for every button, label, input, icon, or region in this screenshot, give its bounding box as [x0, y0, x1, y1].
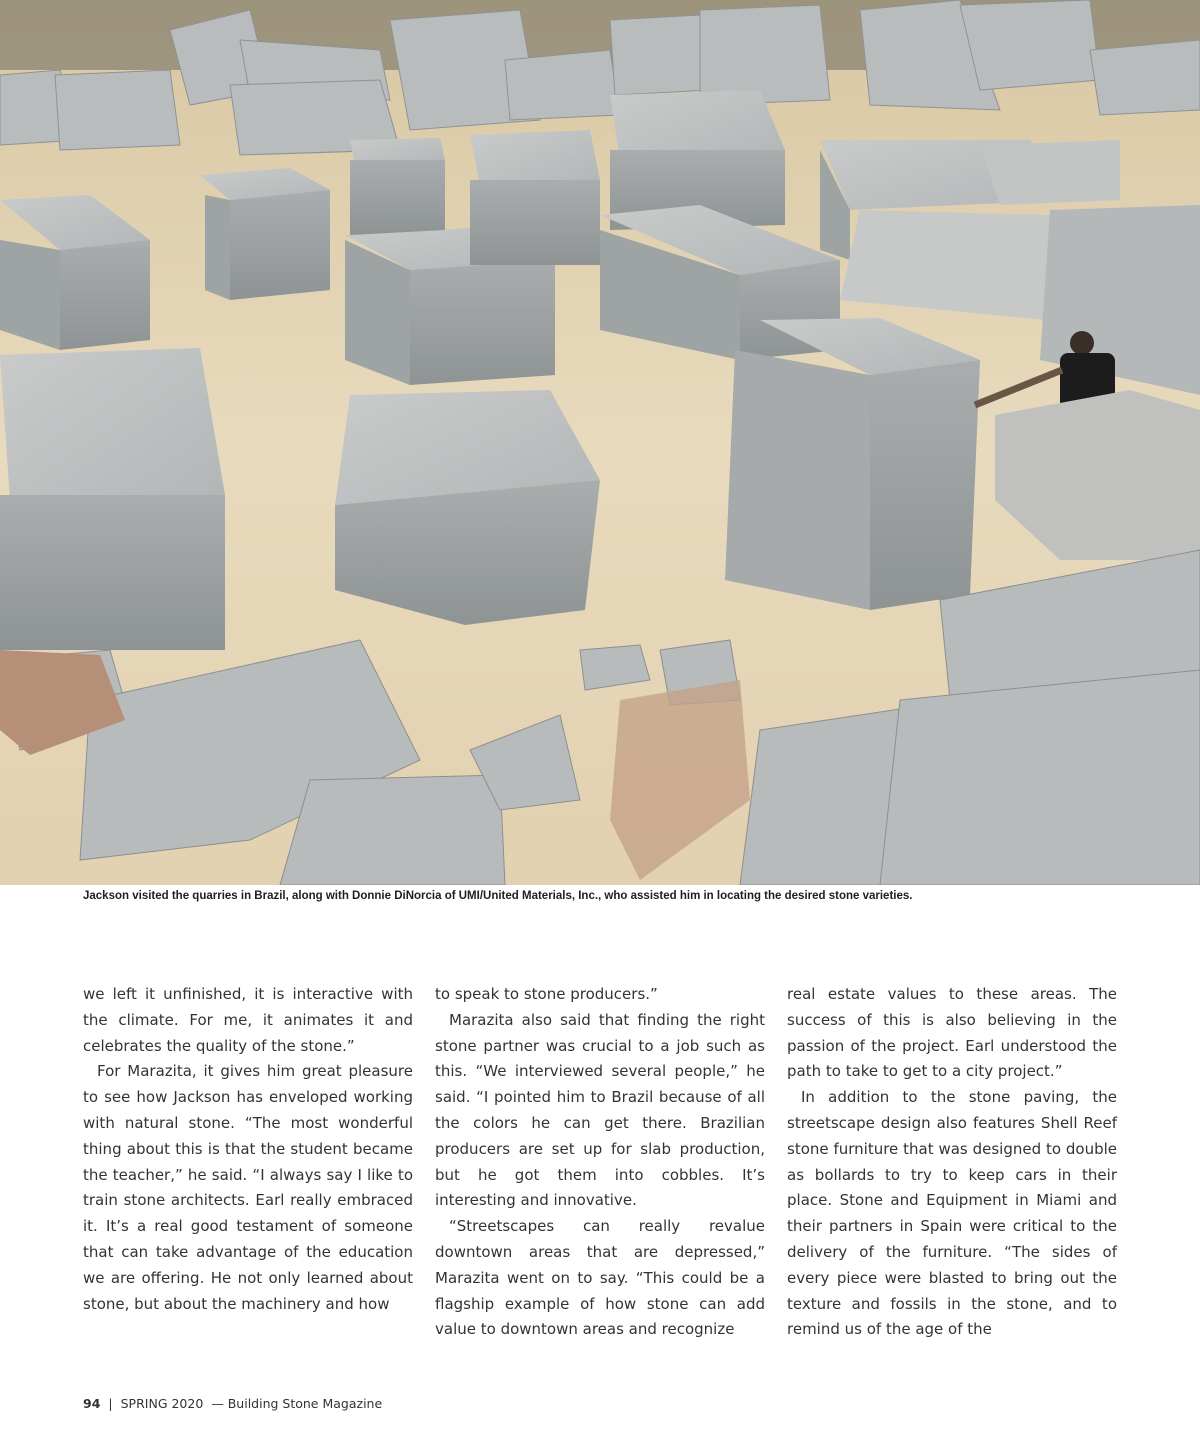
- paragraph: to speak to stone producers.”: [435, 985, 658, 1003]
- paragraph: “Streetscapes can really revalue downtown areas that are depressed,” Marazita went on to say. “This could be a flagship example of how stone can add value to downtown areas and recognize: [435, 1217, 765, 1339]
- issue-label: SPRING 2020: [120, 1396, 204, 1411]
- paragraph: In addition to the stone paving, the streetscape design also features Shell Reef stone furniture that was designed to double as bollards to try to keep cars in their place. Stone and Equipment in Miami and their partners in Spain were critical to the delivery of the furniture. “The sides of every piece were blasted to bring out the texture and fossils in the stone, and to remind us of the age of the: [787, 1088, 1117, 1339]
- text-column-3: [787, 982, 1117, 1343]
- paragraph: we left it unfinished, it is interactive with the climate. For me, it animates it and celebrates the quality of the stone.”: [83, 985, 413, 1055]
- paragraph: Marazita also said that finding the right stone partner was crucial to a job such as this. “We interviewed several people,” he said. “I pointed him to Brazil because of all the colors he can get there. Brazilian producers are set up for slab production, but he got them into cobbles. It’s interesting and innovative.: [435, 1010, 765, 1210]
- page-footer: [83, 1396, 382, 1411]
- publication-name: — Building Stone Magazine: [211, 1396, 383, 1411]
- page-number: 94: [83, 1396, 101, 1411]
- text-column-1: [83, 982, 413, 1317]
- paragraph: real estate values to these areas. The success of this is also believing in the passion of the project. Earl understood the path to take to get to a city project.”: [787, 985, 1117, 1081]
- photo-caption: Jackson visited the quarries in Brazil, along with Donnie DiNorcia of UMI/United Materials, Inc., who assisted him in locating the desired stone varieties.: [83, 890, 913, 902]
- text-column-2: [435, 982, 765, 1343]
- paragraph: For Marazita, it gives him great pleasure to see how Jackson has enveloped working with natural stone. “The most wonderful thing about this is that the student became the teacher,” he said. “I always say I like to train stone architects. Earl really embraced it. It’s a real good testament of someone that can take advantage of the education we are offering. He not only learned about stone, but about the machinery and how: [83, 1062, 413, 1313]
- footer-separator: |: [108, 1396, 113, 1411]
